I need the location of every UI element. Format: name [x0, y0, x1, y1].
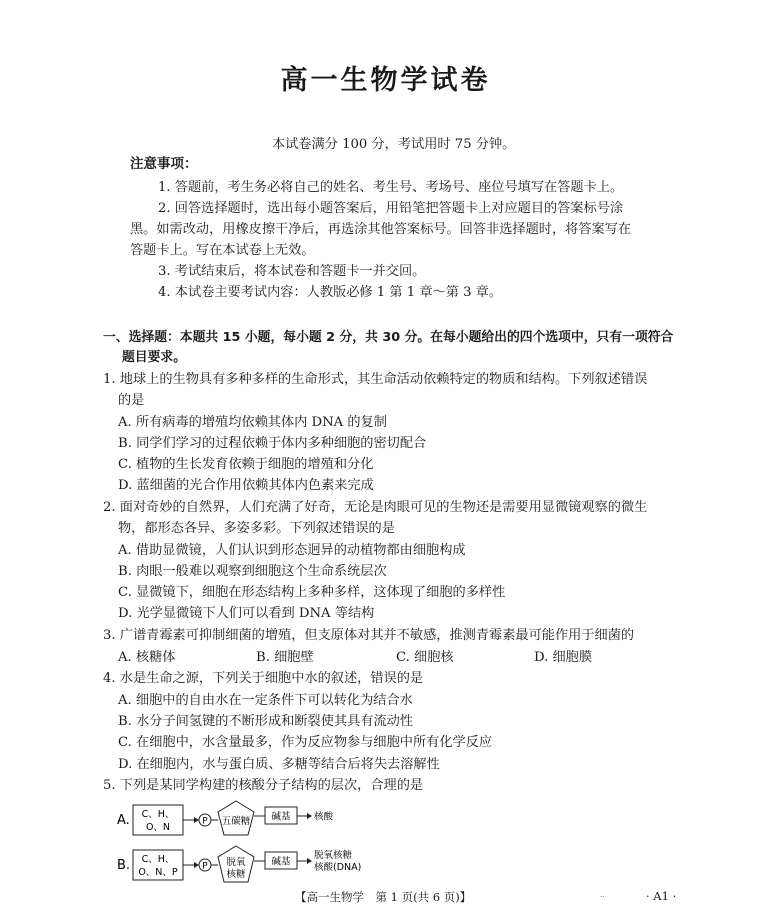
question-4-option-a[interactable]: A. 细胞中的自由水在一定条件下可以转化为结合水 — [118, 693, 413, 708]
arrow-head — [307, 813, 312, 819]
result-label: 核酸 — [314, 811, 334, 823]
result-label: 脱氧核糖 — [314, 850, 353, 861]
question-5-stem: 5. 下列是某同学构建的核酸分子结构的层次，合理的是 — [103, 778, 424, 793]
question-5-option-a-diagram[interactable] — [117, 799, 417, 843]
notice-line: 1. 答题前，考生务必将自己的姓名、考生号、考场号、座位号填写在答题卡上。 — [158, 180, 624, 195]
arrow-head — [307, 858, 312, 864]
question-2-option-d[interactable]: D. 光学显微镜下人们可以看到 DNA 等结构 — [118, 606, 375, 621]
base-label: 碱基 — [271, 811, 291, 823]
elements-text: O、N、P — [138, 867, 178, 878]
question-3-stem: 3. 广谱青霉素可抑制细菌的增殖，但支原体对其并不敏感，推测青霉素最可能作用于细菌的 — [103, 628, 635, 643]
deoxyribose-label: 脱氧 — [226, 857, 246, 868]
question-3-option-d[interactable]: D. 细胞膜 — [534, 650, 593, 665]
deoxyribose-label: 核糖 — [226, 869, 246, 880]
notice-line: 3. 考试结束后，将本试卷和答题卡一并交回。 — [158, 264, 426, 279]
exam-intro: 本试卷满分 100 分，考试用时 75 分钟。 — [272, 137, 516, 152]
question-1-option-b[interactable]: B. 同学们学习的过程依赖于体内多种细胞的密切配合 — [118, 436, 427, 451]
question-1-option-d[interactable]: D. 蓝细菌的光合作用依赖其体内色素来完成 — [118, 478, 374, 493]
base-label: 碱基 — [271, 856, 291, 868]
question-3-option-a[interactable]: A. 核糖体 — [118, 650, 176, 665]
question-3-option-b[interactable]: B. 细胞壁 — [256, 650, 314, 665]
notice-line: 4. 本试卷主要考试内容：人教版必修 1 第 1 章～第 3 章。 — [158, 285, 503, 300]
phosphate-label: P — [202, 861, 208, 872]
question-5-option-b-diagram[interactable] — [117, 844, 417, 888]
question-1-option-a[interactable]: A. 所有病毒的增殖均依赖其体内 DNA 的复制 — [118, 415, 387, 430]
question-4-stem: 4. 水是生命之源，下列关于细胞中水的叙述，错误的是 — [103, 671, 424, 686]
phosphate-label: P — [202, 816, 208, 827]
elements-text: C、H、 — [141, 809, 175, 820]
question-4-option-b[interactable]: B. 水分子间氢键的不断形成和断裂使其具有流动性 — [118, 714, 414, 729]
elements-text: C、H、 — [141, 854, 175, 865]
question-3-option-c[interactable]: C. 细胞核 — [396, 650, 454, 665]
question-4-option-d[interactable]: D. 在细胞内，水与蛋白质、多糖等结合后将失去溶解性 — [118, 757, 440, 772]
question-2-option-b[interactable]: B. 肉眼一般难以观察到细胞这个生命系统层次 — [118, 564, 387, 579]
notice-heading: 注意事项： — [130, 156, 198, 172]
footer-code: · A1 · — [646, 889, 677, 903]
section-heading: 一、选择题：本题共 15 小题，每小题 2 分，共 30 分。在每小题给出的四个选项中，只有一项符合 — [103, 330, 674, 345]
footer-dot: ·· — [600, 893, 605, 901]
question-2-stem-cont: 物，都形态各异、多姿多彩。下列叙述错误的是 — [118, 521, 395, 536]
notice-line: 答题卡上。写在本试卷上无效。 — [130, 243, 315, 258]
page-title: 高一生物学试卷 — [280, 65, 491, 96]
option-b-label: B. — [117, 858, 131, 873]
section-heading-cont: 题目要求。 — [122, 350, 186, 365]
question-1-stem: 1. 地球上的生物具有多种多样的生命形式，其生命活动依赖特定的物质和结构。下列叙述错误 — [103, 372, 648, 387]
footer-page-number: 【高一生物学 第 1 页(共 6 页)】 — [295, 890, 472, 904]
pentose-label: 五碳糖 — [221, 816, 251, 827]
option-a-label: A. — [117, 813, 130, 828]
question-4-option-c[interactable]: C. 在细胞中，水含量最多，作为反应物参与细胞中所有化学反应 — [118, 735, 493, 750]
elements-text: O、N — [145, 822, 171, 833]
result-label: 核酸(DNA) — [314, 862, 362, 873]
question-2-stem: 2. 面对奇妙的自然界，人们充满了好奇，无论是肉眼可见的生物还是需要用显微镜观察的微生 — [103, 500, 648, 515]
question-1-stem-cont: 的是 — [118, 393, 145, 408]
arrow-head — [194, 817, 199, 823]
notice-line: 2. 回答选择题时，选出每小题答案后，用铅笔把答题卡上对应题目的答案标号涂 — [158, 201, 624, 216]
notice-line: 黑。如需改动，用橡皮擦干净后，再选涂其他答案标号。回答非选择题时，将答案写在 — [130, 222, 632, 237]
arrow-head — [194, 862, 199, 868]
question-2-option-a[interactable]: A. 借助显微镜，人们认识到形态迥异的动植物都由细胞构成 — [118, 543, 466, 558]
question-1-option-c[interactable]: C. 植物的生长发育依赖于细胞的增殖和分化 — [118, 457, 374, 472]
question-2-option-c[interactable]: C. 显微镜下，细胞在形态结构上多种多样，这体现了细胞的多样性 — [118, 585, 506, 600]
